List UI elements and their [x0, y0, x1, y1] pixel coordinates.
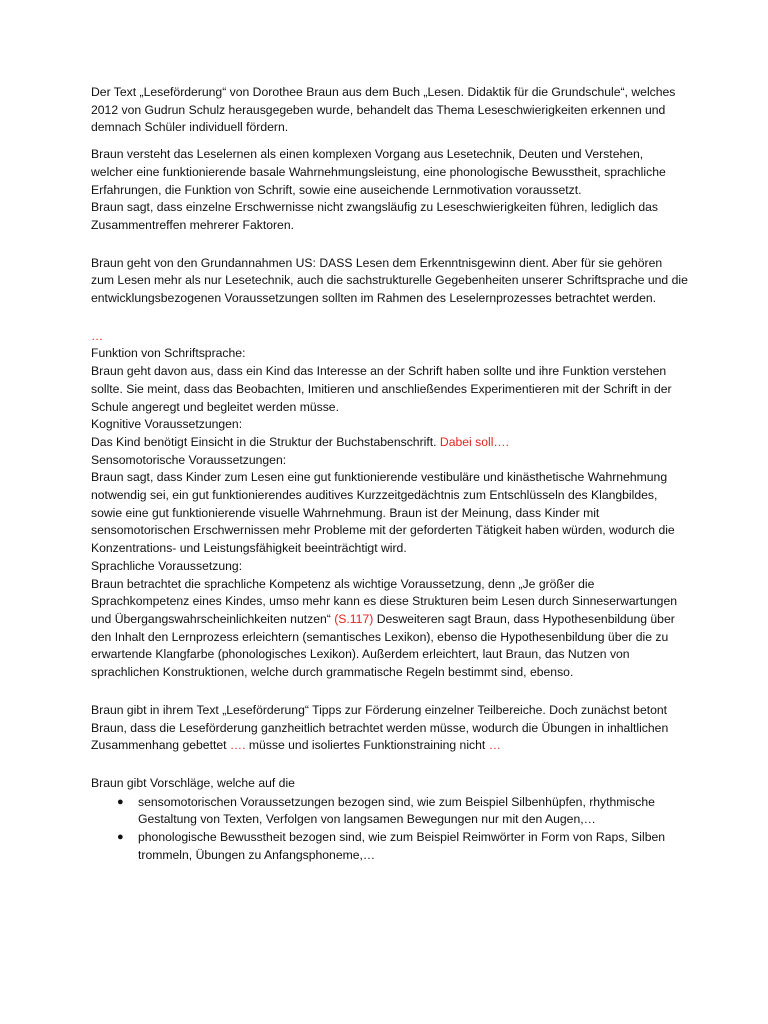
list-item-text: sensomotorischen Voraussetzungen bezogen sind, wie zum Beispiel Silbenhüpfen, rhythmische Gestaltung von Texten, Verfolgen von langsamen Bewegungen nur mit den Augen,… [138, 794, 655, 827]
tips-ellipsis-1: …. [229, 738, 246, 753]
tips-ellipsis-2: … [488, 738, 501, 753]
text-schriftsprache: Braun geht davon aus, dass ein Kind das Interesse an der Schrift haben sollte und ihre Funktion verstehen sollte. Sie meint, dass das Beobachten, Imitieren und anschließendes Experimentieren mit der Schrift in der Schule angeregt und begleitet werden müsse. [91, 364, 672, 414]
text-kognitiv-note: Dabei soll…. [439, 434, 509, 449]
list-item [91, 794, 688, 829]
list-item [91, 829, 688, 864]
text-kognitiv-main: Das Kind benötigt Einsicht in die Struktur der Buchstabenschrift. [91, 434, 437, 449]
definition-block [91, 146, 688, 235]
ellipsis-marker: … [91, 328, 104, 343]
text-kognitiv [91, 434, 688, 452]
bullet-icon: ● [117, 831, 124, 844]
assumptions-paragraph: Braun geht von den Grundannahmen US: DASS Lesen dem Erkenntnisgewinn dient. Aber für sie gehören zum Lesen mehr als nur Lesetechnik, auch die sachstrukturelle Gegebenheiten unserer Schriftsprache und die entwicklungsbezogenen Voraussetzungen sollten im Rahmen des Leselernprozesses betrachtet werden. [91, 255, 688, 306]
tips-paragraph [91, 702, 688, 755]
tips-text-b: müsse und isoliertes Funktionstraining nicht [248, 738, 486, 753]
text-sensomotorisch: Braun sagt, dass Kinder zum Lesen eine gut funktionierende vestibuläre und kinästhetische Wahrnehmung notwendig sei, ein gut funktionierendes auditives Kurzzeitgedächtnis zum Entschlüsseln des Klangbildes, sowie eine gut funktionierende visuelle Wahrnehmung. Braun ist der Meinung, dass Kinder mit sensomotorischen Erschwernissen mehr Probleme mit der geforderten Tätigkeit haben würden, wodurch die Konzentrations- und Leistungsfähigkeit beeinträchtigt wird. [91, 470, 675, 556]
suggestions-intro: Braun gibt Vorschläge, welche auf die [91, 775, 295, 790]
heading-kognitiv: Kognitive Voraussetzungen: [91, 417, 243, 432]
page-reference: (S.117) [334, 611, 374, 626]
text-sprachlich-quote: Braun betrachtet die sprachliche Kompetenz als wichtige Voraussetzung, denn „Je größer die Sprachkompetenz eines Kindes, umso mehr kann es diese Strukturen beim Lesen durch Sinneserwartungen und Übergangswahrscheinlichkeiten nutzen“ [91, 576, 678, 626]
bullet-icon: ● [117, 795, 124, 808]
text-sprachlich-rest: Desweiteren sagt Braun, dass Hypothesenbildung über den Inhalt den Lernprozess erleichtern (semantisches Lexikon), ebenso die Hypothesenbildung über die zu erwartende Klangfarbe (phonologisches Lexikon). Außerdem erleichtert, laut Braun, das Nutzen von sprachlichen Konstruktionen, welche durch grammatische Regeln bestimmt sind, ebenso. [91, 611, 675, 680]
heading-sensomotorisch: Sensomotorische Voraussetzungen: [91, 452, 287, 467]
definition-paragraph: Braun versteht das Leselernen als einen komplexen Vorgang aus Lesetechnik, Deuten und Verstehen, welcher eine funktionierende basale Wahrnehmungsleistung, eine phonologische Bewusstheit, sprachliche Erfahrungen, die Funktion von Schrift, sowie eine auseichende Lernmotivation voraussetzt. [91, 147, 666, 197]
heading-sprachlich: Sprachliche Voraussetzung: [91, 558, 243, 573]
tips-text-a: Braun gibt in ihrem Text „Leseförderung“ Tipps zur Förderung einzelner Teilbereiche. Doch zunächst betont Braun, dass die Leseförderung ganzheitlich betrachtet werden müsse, wodurch die Übungen in inhaltlichen Zusammenhang gebettet [91, 702, 669, 753]
text-sprachlich [91, 576, 688, 682]
heading-schriftsprache: Funktion von Schriftsprache: [91, 346, 246, 361]
intro-paragraph: Der Text „Leseförderung“ von Dorothee Braun aus dem Buch „Lesen. Didaktik für die Grundschule“, welches 2012 von Gudrun Schulz herausgegeben wurde, behandelt das Thema Leseschwierigkeiten erkennen und demnach Schüler individuell fördern. [91, 85, 676, 135]
suggestions-list [91, 794, 688, 865]
factors-paragraph: Braun sagt, dass einzelne Erschwernisse nicht zwangsläufig zu Leseschwierigkeiten führen, lediglich das Zusammentreffen mehrerer Faktoren. [91, 200, 659, 232]
list-item-text: phonologische Bewusstheit bezogen sind, wie zum Beispiel Reimwörter in Form von Raps, Silben trommeln, Übungen zu Anfangsphoneme,… [138, 830, 666, 862]
prerequisites-section [91, 328, 688, 682]
